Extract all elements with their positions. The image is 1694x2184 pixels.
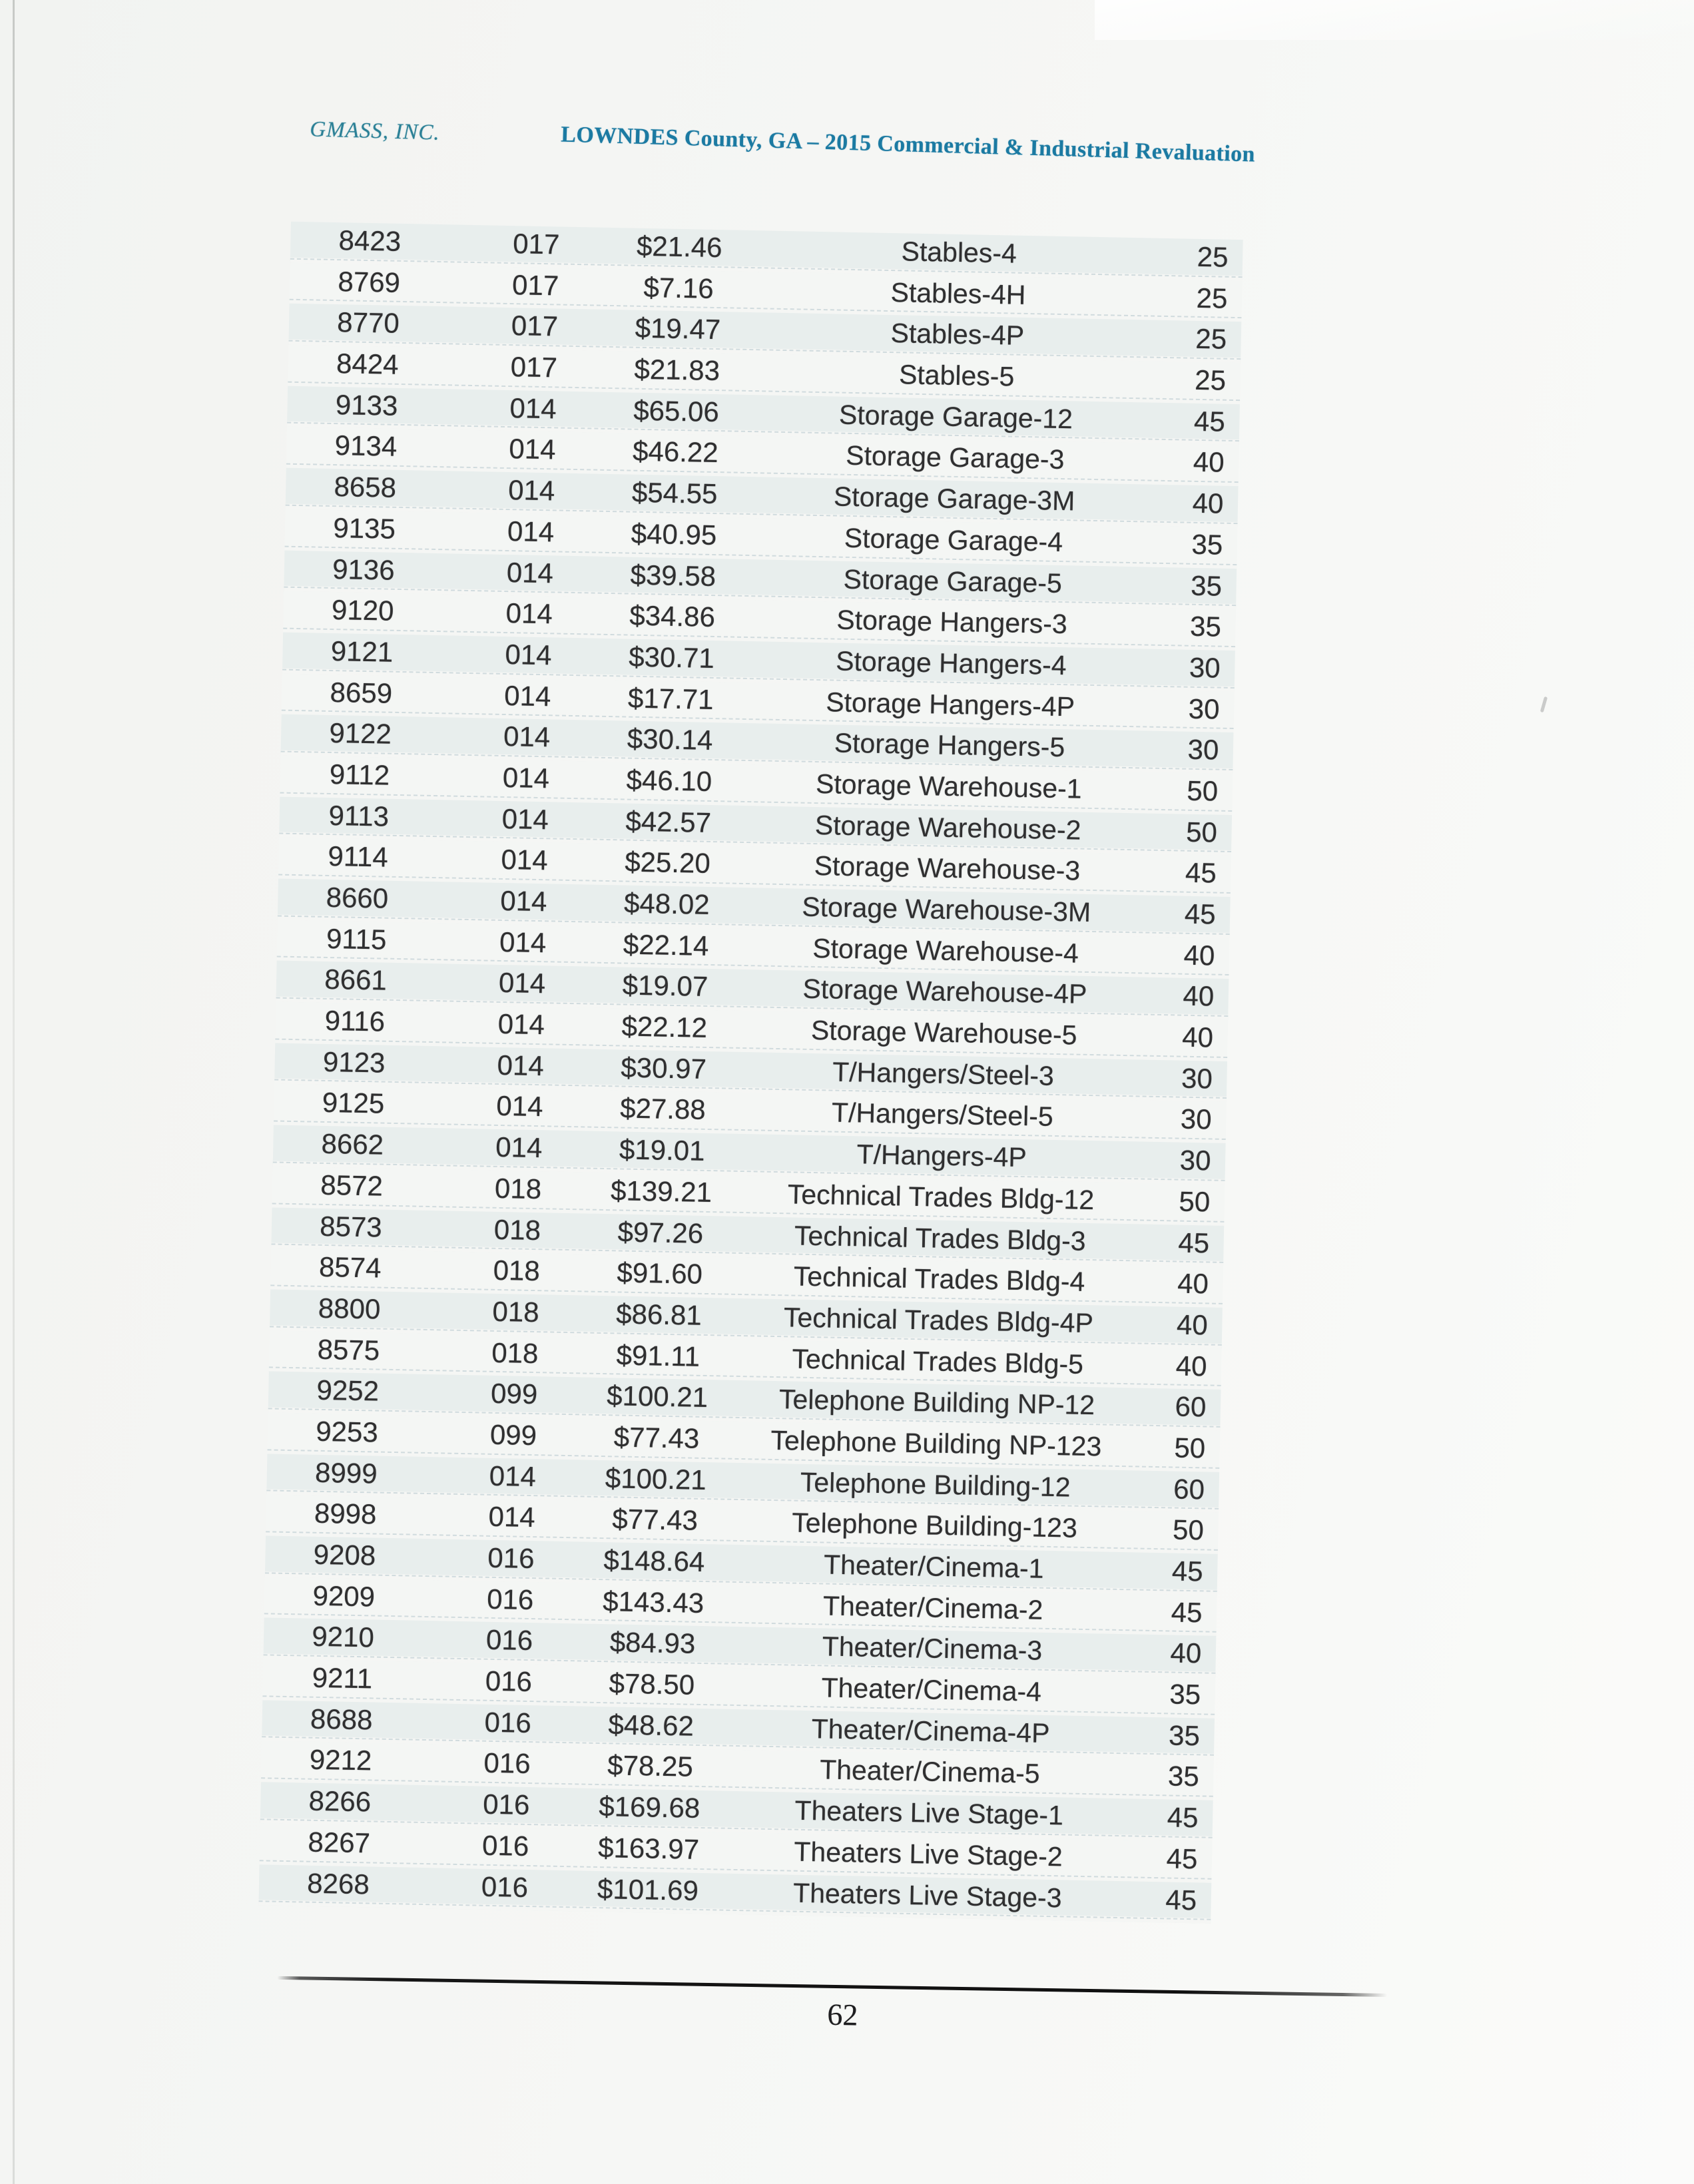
cell-class: 014 [496, 1090, 543, 1123]
cell-rate: $46.22 [632, 435, 719, 469]
cell-rate: $30.14 [627, 722, 713, 756]
cell-description: Theaters Live Stage-3 [792, 1877, 1062, 1913]
cell-class: 014 [507, 515, 555, 548]
cell-class: 016 [481, 1870, 529, 1903]
cell-class: 014 [505, 638, 552, 671]
cell-description: T/Hangers/Steel-3 [832, 1056, 1055, 1091]
cell-rate: $86.81 [615, 1298, 703, 1331]
cell-code: 8659 [330, 676, 393, 709]
cell-factor: 35 [1190, 569, 1223, 602]
cell-description: Technical Trades Bldg-4P [783, 1302, 1094, 1339]
company-name: GMASS, INC. [309, 117, 441, 145]
footer-rule [277, 1976, 1387, 1997]
cell-rate: $46.10 [626, 764, 712, 797]
cell-code: 8998 [314, 1498, 377, 1530]
cell-rate: $139.21 [610, 1175, 712, 1208]
cell-class: 014 [503, 720, 551, 753]
cell-code: 9122 [329, 717, 392, 750]
cell-factor: 50 [1179, 1185, 1211, 1218]
cell-rate: $19.47 [635, 312, 721, 346]
cell-description: Technical Trades Bldg-4 [793, 1260, 1085, 1298]
cell-class: 014 [509, 392, 557, 425]
cell-code: 9208 [313, 1538, 376, 1571]
cell-factor: 50 [1185, 816, 1218, 848]
cell-class: 016 [484, 1706, 532, 1739]
cell-factor: 35 [1189, 610, 1222, 643]
cell-class: 014 [508, 433, 556, 465]
cell-factor: 40 [1175, 1350, 1208, 1382]
cell-class: 014 [495, 1131, 543, 1164]
cell-factor: 25 [1197, 240, 1229, 273]
cell-rate: $100.21 [606, 1380, 708, 1414]
cell-rate: $19.01 [619, 1133, 705, 1167]
cell-factor: 25 [1195, 323, 1227, 356]
cell-description: Theater/Cinema-2 [822, 1590, 1043, 1625]
cell-factor: 30 [1187, 733, 1219, 766]
cell-class: 016 [485, 1665, 533, 1698]
cell-rate: $25.20 [624, 846, 711, 880]
cell-factor: 40 [1183, 939, 1215, 971]
cell-code: 9211 [312, 1661, 373, 1695]
cell-factor: 45 [1185, 857, 1217, 889]
cell-class: 016 [487, 1541, 535, 1575]
cell-factor: 45 [1177, 1227, 1210, 1258]
cell-rate: $30.97 [620, 1051, 707, 1085]
cell-code: 8999 [314, 1456, 378, 1490]
cell-rate: $22.12 [621, 1010, 708, 1044]
cell-code: 8574 [318, 1251, 382, 1284]
cell-rate: $65.06 [633, 394, 720, 427]
assessment-rate-table [258, 222, 1243, 1924]
cell-description: Theater/Cinema-5 [819, 1754, 1041, 1790]
cell-rate: $21.46 [636, 230, 722, 264]
cell-class: 014 [505, 597, 553, 630]
page-title: LOWNDES County, GA – 2015 Commercial & Industrial Revaluation [560, 122, 1256, 167]
cell-description: T/Hangers-4P [856, 1139, 1027, 1173]
cell-description: Storage Garage-5 [843, 563, 1063, 599]
cell-description: Storage Garage-3M [833, 481, 1075, 517]
cell-description: Technical Trades Bldg-12 [787, 1179, 1095, 1215]
page-number: 62 [826, 1997, 858, 2032]
cell-code: 8688 [310, 1703, 373, 1736]
cell-class: 016 [485, 1624, 533, 1657]
cell-description: Technical Trades Bldg-5 [792, 1343, 1084, 1380]
cell-class: 017 [511, 268, 559, 302]
cell-rate: $21.83 [634, 353, 720, 387]
cell-factor: 35 [1168, 1719, 1201, 1752]
cell-description: Storage Warehouse-4 [812, 932, 1079, 969]
cell-description: Technical Trades Bldg-3 [794, 1220, 1086, 1256]
cell-class: 016 [486, 1583, 534, 1615]
cell-rate: $42.57 [625, 805, 712, 838]
cell-code: 8572 [320, 1169, 384, 1202]
cell-rate: $143.43 [602, 1585, 705, 1619]
cell-code: 9210 [311, 1621, 375, 1653]
cell-class: 014 [499, 926, 547, 958]
cell-class: 017 [511, 310, 559, 342]
cell-code: 8573 [319, 1210, 383, 1243]
cell-class: 016 [481, 1829, 529, 1862]
cell-factor: 35 [1191, 528, 1223, 561]
cell-code: 8424 [336, 348, 400, 380]
cell-description: Storage Garage-3 [845, 440, 1065, 475]
cell-factor: 35 [1169, 1678, 1201, 1711]
cell-rate: $39.58 [630, 559, 716, 592]
cell-code: 9253 [315, 1415, 379, 1448]
cell-rate: $148.64 [603, 1544, 705, 1578]
cell-rate: $17.71 [627, 682, 714, 715]
cell-class: 014 [499, 884, 547, 918]
cell-code: 9136 [332, 553, 396, 586]
cell-description: Theater/Cinema-4 [821, 1672, 1042, 1707]
cell-rate: $169.68 [598, 1790, 701, 1824]
cell-factor: 60 [1173, 1473, 1205, 1505]
cell-factor: 45 [1171, 1596, 1203, 1629]
cell-rate: $77.43 [611, 1503, 699, 1537]
cell-class: 099 [489, 1418, 537, 1452]
cell-rate: $34.86 [629, 599, 716, 633]
cell-class: 014 [507, 474, 555, 507]
cell-description: Storage Garage-12 [838, 399, 1073, 435]
cell-factor: 30 [1189, 651, 1221, 684]
cell-class: 014 [501, 802, 549, 835]
cell-class: 018 [493, 1254, 541, 1287]
cell-factor: 50 [1186, 774, 1219, 807]
cell-description: Storage Warehouse-3 [814, 850, 1081, 886]
cell-code: 9112 [329, 758, 390, 791]
cell-factor: 40 [1181, 1021, 1214, 1053]
cell-rate: $48.02 [623, 887, 710, 920]
cell-description: Storage Hangers-3 [836, 604, 1068, 640]
cell-factor: 40 [1183, 980, 1215, 1012]
cell-description: Storage Warehouse-3M [802, 891, 1091, 928]
cell-factor: 40 [1176, 1308, 1209, 1341]
cell-rate: $163.97 [597, 1831, 700, 1865]
cell-factor: 30 [1180, 1103, 1213, 1135]
cell-factor: 45 [1193, 405, 1226, 437]
cell-code: 8268 [306, 1867, 370, 1900]
cell-description: Storage Warehouse-2 [814, 809, 1081, 846]
cell-class: 014 [488, 1501, 536, 1533]
cell-description: Storage Hangers-5 [834, 727, 1065, 763]
cell-description: Storage Hangers-4 [835, 645, 1067, 681]
cell-factor: 25 [1196, 282, 1228, 314]
cell-rate: $101.69 [597, 1872, 699, 1906]
cell-class: 014 [503, 679, 551, 712]
cell-factor: 40 [1170, 1637, 1202, 1669]
cell-class: 017 [512, 228, 560, 260]
cell-code: 8769 [338, 265, 401, 298]
cell-class: 099 [490, 1378, 538, 1410]
cell-description: Storage Warehouse-1 [815, 768, 1083, 804]
cell-code: 8575 [317, 1333, 380, 1366]
cell-code: 8660 [326, 881, 389, 914]
cell-class: 018 [494, 1172, 542, 1205]
cell-class: 014 [497, 1007, 545, 1041]
cell-class: 014 [498, 967, 546, 999]
cell-class: 014 [497, 1049, 545, 1081]
cell-description: Telephone Building NP-123 [770, 1424, 1102, 1462]
cell-rate: $54.55 [631, 476, 718, 510]
cell-description: Telephone Building-123 [791, 1507, 1078, 1544]
cell-description: Storage Warehouse-4P [802, 973, 1087, 1010]
cell-factor: 30 [1179, 1144, 1211, 1177]
cell-rate: $19.07 [622, 969, 708, 1003]
cell-description: Theater/Cinema-3 [822, 1631, 1043, 1667]
cell-rate: $91.60 [617, 1256, 703, 1290]
cell-factor: 40 [1193, 446, 1225, 479]
cell-code: 9115 [326, 922, 387, 956]
cell-factor: 45 [1171, 1555, 1204, 1587]
cell-code: 9123 [322, 1045, 386, 1079]
cell-description: T/Hangers/Steel-5 [831, 1097, 1054, 1133]
cell-rate: $100.21 [605, 1462, 707, 1496]
cell-code: 8658 [334, 471, 397, 503]
cell-factor: 50 [1172, 1513, 1205, 1546]
cell-code: 9120 [331, 594, 394, 627]
cell-code: 9125 [322, 1087, 385, 1120]
cell-code: 9134 [334, 429, 398, 463]
cell-class: 016 [483, 1747, 531, 1780]
cell-factor: 60 [1175, 1390, 1207, 1423]
cell-rate: $48.62 [608, 1709, 695, 1742]
cell-description: Theaters Live Stage-2 [793, 1836, 1063, 1872]
cell-class: 017 [510, 351, 558, 384]
cell-class: 018 [491, 1336, 539, 1369]
cell-rate: $7.16 [643, 271, 714, 304]
cell-code: 8267 [308, 1826, 371, 1859]
cell-class: 018 [492, 1295, 540, 1328]
cell-code: 9116 [324, 1004, 386, 1037]
cell-description: Storage Garage-4 [844, 522, 1063, 557]
cell-factor: 45 [1166, 1842, 1198, 1875]
cell-factor: 45 [1167, 1801, 1199, 1834]
cell-rate: $27.88 [619, 1092, 706, 1126]
cell-description: Stables-4H [890, 276, 1026, 310]
cell-class: 018 [493, 1213, 541, 1246]
cell-code: 9252 [316, 1374, 380, 1407]
cell-code: 9114 [328, 840, 389, 874]
cell-code: 9135 [332, 511, 396, 545]
cell-factor: 25 [1194, 364, 1227, 396]
cell-description: Stables-4P [890, 318, 1025, 352]
cell-rate: $78.50 [609, 1667, 695, 1701]
cell-description: Theater/Cinema-1 [823, 1549, 1044, 1584]
cell-code: 8770 [336, 306, 400, 340]
cell-factor: 45 [1165, 1883, 1197, 1916]
cell-code: 9121 [330, 635, 394, 668]
cell-class: 014 [501, 844, 549, 876]
cell-code: 8661 [324, 963, 388, 997]
cell-code: 8423 [338, 224, 402, 257]
cell-factor: 30 [1181, 1062, 1213, 1095]
cell-description: Theater/Cinema-4P [811, 1713, 1050, 1749]
cell-factor: 40 [1177, 1267, 1209, 1300]
cell-description: Stables-5 [898, 359, 1015, 392]
cell-code: 8662 [321, 1127, 384, 1161]
cell-code: 8800 [318, 1292, 381, 1325]
cell-code: 9113 [328, 799, 390, 832]
cell-class: 014 [489, 1460, 537, 1492]
cell-rate: $22.14 [623, 928, 709, 961]
cell-class: 014 [506, 556, 554, 589]
cell-factor: 30 [1188, 692, 1220, 725]
cell-code: 8266 [308, 1784, 372, 1818]
cell-rate: $40.95 [631, 517, 717, 551]
cell-rate: $91.11 [616, 1338, 701, 1372]
cell-factor: 40 [1192, 487, 1224, 519]
cell-code: 9133 [335, 388, 398, 421]
cell-rate: $30.71 [628, 641, 715, 674]
cell-rate: $97.26 [617, 1215, 704, 1249]
cell-code: 9209 [312, 1579, 376, 1613]
cell-factor: 35 [1167, 1760, 1200, 1792]
cell-description: Storage Warehouse-5 [810, 1015, 1077, 1051]
cell-description: Telephone Building-12 [800, 1466, 1071, 1503]
cell-description: Storage Hangers-4P [825, 686, 1075, 722]
cell-class: 014 [502, 761, 550, 794]
cell-factor: 45 [1184, 898, 1217, 930]
cell-factor: 50 [1174, 1432, 1206, 1464]
cell-rate: $77.43 [613, 1421, 700, 1454]
cell-description: Stables-4 [901, 236, 1017, 269]
cell-rate: $84.93 [609, 1626, 696, 1660]
cell-class: 016 [482, 1788, 530, 1821]
cell-code: 9212 [309, 1744, 372, 1776]
cell-rate: $78.25 [607, 1749, 694, 1783]
cell-description: Theaters Live Stage-1 [794, 1794, 1064, 1831]
cell-description: Telephone Building NP-12 [778, 1384, 1095, 1421]
